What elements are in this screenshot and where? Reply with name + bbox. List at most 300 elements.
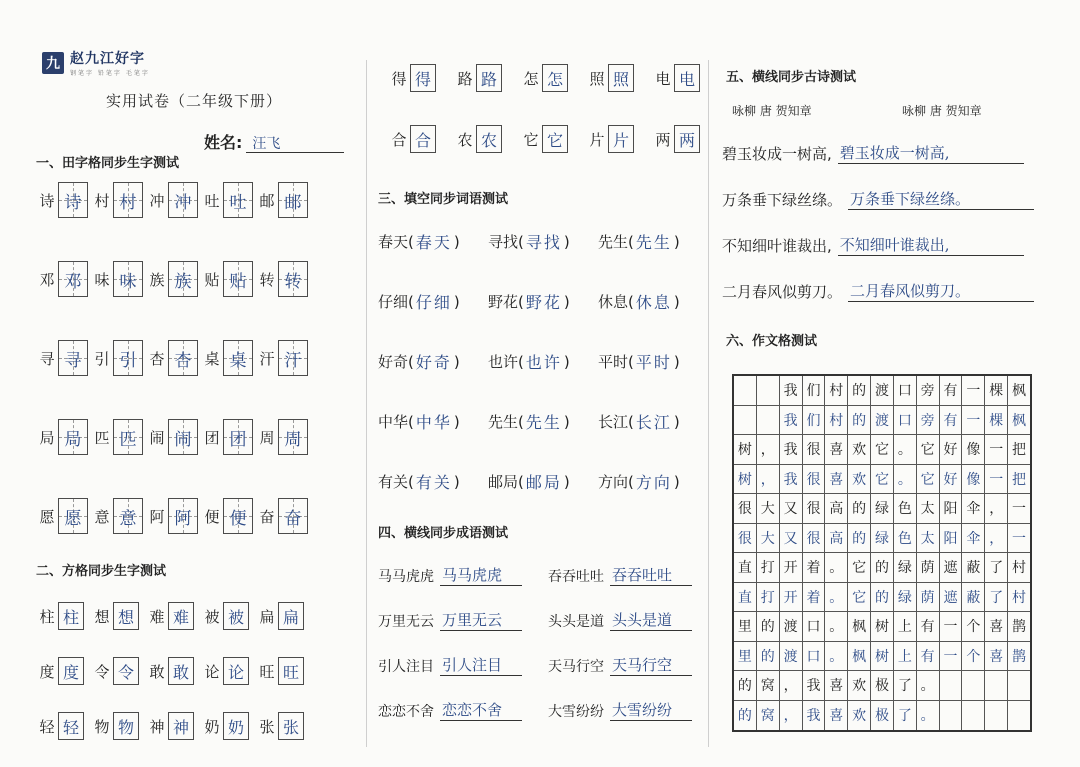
ciyu-close: ) [673,472,680,491]
ciyu-answer[interactable]: 邮局 [525,473,562,492]
poem-answer[interactable]: 万条垂下绿丝绦。 [848,188,1034,210]
tianzige-box[interactable] [113,261,143,297]
composition-cell[interactable]: 。 [825,583,848,612]
composition-cell[interactable]: 色 [894,524,917,553]
char-copy-box[interactable]: 片 [608,125,634,153]
chengyu-prompt: 马马虎虎 [378,569,434,585]
tianzige-box[interactable] [278,340,308,376]
printed-char: 路 [457,69,473,88]
composition-row [734,642,1030,672]
composition-cell: 。 [825,553,848,582]
ciyu-close: ) [673,232,680,251]
composition-cell[interactable]: 喜 [825,701,848,731]
tianzige-item [36,498,91,534]
composition-cell[interactable]: 好 [940,465,963,494]
printed-char: 阿 [149,507,165,526]
composition-cell[interactable]: 太 [917,524,940,553]
printed-char: 令 [94,662,110,681]
composition-cell: 村 [1012,560,1027,577]
tianzige-box[interactable] [278,261,308,297]
chengyu-row [378,609,718,631]
char-copy-item [454,64,520,92]
composition-cell[interactable]: 把 [1012,471,1027,488]
fangge-row [36,657,311,685]
tianzige-item [36,419,91,455]
composition-cell: 。 [825,612,848,641]
fangge-item [256,657,311,685]
tianzige-box[interactable] [113,498,143,534]
printed-char: 匹 [94,428,110,447]
char-copy-box[interactable]: 合 [410,125,436,153]
ciyu-answer[interactable]: 也许 [525,353,562,372]
tianzige-box[interactable] [278,419,308,455]
composition-cell[interactable]: 荫 [917,583,940,612]
printed-char: 周 [259,428,275,447]
composition-cell: 高 [825,494,848,523]
chengyu-answer[interactable]: 大雪纷纷 [610,699,692,721]
ciyu-item [598,470,708,493]
ciyu-answer[interactable]: 方向 [635,473,672,492]
char-copy-box[interactable]: 两 [674,125,700,153]
printed-char: 敢 [149,662,165,681]
fangge-item [146,602,201,630]
printed-char: 论 [204,662,220,681]
tianzige-row [36,340,311,376]
composition-cell: ， [757,435,780,464]
composition-cell[interactable]: 很 [734,524,757,553]
composition-cell[interactable]: 着 [803,583,826,612]
fangge-box[interactable]: 旺 [278,657,304,685]
composition-cell[interactable]: 们 [803,406,826,435]
composition-cell[interactable]: 有 [940,406,963,435]
composition-cell[interactable]: 了 [985,583,1008,612]
ciyu-answer[interactable]: 野花 [525,293,562,312]
composition-cell[interactable]: 绿 [894,583,917,612]
composition-cell [940,671,963,700]
ciyu-answer[interactable]: 仔细 [415,293,452,312]
composition-cell: 的 [734,671,757,700]
composition-cell[interactable]: 渡 [780,642,803,671]
ciyu-item [488,410,598,433]
composition-cell[interactable]: 它 [848,583,871,612]
ciyu-close: ) [673,412,680,431]
column-divider [708,60,709,747]
fangge-box[interactable]: 神 [168,712,194,740]
handwritten-char: 贴 [229,271,247,292]
tianzige-box[interactable] [58,261,88,297]
composition-cell: 的 [871,553,894,582]
composition-cell[interactable]: 里 [734,642,757,671]
printed-char: 旺 [259,662,275,681]
printed-char: 诗 [39,191,55,210]
ciyu-answer[interactable]: 先生 [635,233,672,252]
ciyu-answer[interactable]: 先生 [525,413,562,432]
composition-cell[interactable] [734,406,757,435]
composition-cell: 有 [917,612,940,641]
composition-cell: 的 [757,612,780,641]
fangge-box[interactable]: 物 [113,712,139,740]
composition-cell[interactable]: 。 [917,701,940,731]
ciyu-prompt: 野花( [488,293,524,311]
composition-cell[interactable]: 棵 [985,406,1008,435]
composition-cell[interactable]: 上 [894,642,917,671]
composition-cell[interactable]: 大 [757,524,780,553]
handwritten-char: 诗 [64,192,82,213]
fangge-box[interactable]: 令 [113,657,139,685]
composition-cell: 村 [825,376,848,405]
printed-char: 得 [391,69,407,88]
composition-cell[interactable]: 我 [780,465,803,494]
printed-char: 片 [589,130,605,149]
poem-answer[interactable]: 不知细叶谁裁出, [838,234,1024,256]
ciyu-answer[interactable]: 春天 [415,233,452,252]
ciyu-close: ) [563,232,570,251]
composition-cell[interactable]: 窝 [757,701,780,731]
fangge-item [256,602,311,630]
tianzige-item [36,340,91,376]
composition-cell: 一 [962,376,985,405]
composition-cell[interactable]: 欢 [848,465,871,494]
composition-cell[interactable]: 一 [940,642,963,671]
tianzige-box[interactable] [223,419,253,455]
fangge-box[interactable]: 难 [168,602,194,630]
ciyu-item [378,350,488,373]
fangge-box[interactable]: 被 [223,602,249,630]
tianzige-box[interactable] [58,340,88,376]
composition-cell[interactable]: 树 [734,465,757,494]
composition-cell: 它 [917,435,940,464]
ciyu-answer[interactable]: 好奇 [415,353,452,372]
composition-cell: 绿 [871,494,894,523]
composition-cell[interactable]: 枫 [1012,412,1027,429]
composition-cell[interactable]: 我 [780,406,803,435]
tianzige-item [201,182,256,218]
composition-cell[interactable]: 开 [780,583,803,612]
ciyu-answer[interactable]: 平时 [635,353,672,372]
char-copy-item [388,64,454,92]
tianzige-box[interactable] [168,182,198,218]
composition-cell[interactable]: 的 [848,406,871,435]
poem-heading-right: 咏柳 唐 贺知章 [902,104,982,118]
ciyu-close: ) [563,352,570,371]
ciyu-row [378,290,708,313]
section-title-fangge: 二、方格同步生字测试 [36,564,167,579]
chengyu-item [548,609,718,631]
composition-cell: 一 [1012,501,1027,518]
fangge-item [256,712,311,740]
chengyu-answer[interactable]: 吞吞吐吐 [610,564,692,586]
char-copy-box[interactable]: 照 [608,64,634,92]
composition-cell[interactable]: 渡 [871,406,894,435]
composition-cell[interactable]: ， [985,524,1008,553]
chengyu-item [378,654,548,676]
tianzige-row [36,498,311,534]
composition-cell[interactable]: ， [757,465,780,494]
composition-row [734,465,1030,495]
composition-cell[interactable]: 口 [894,406,917,435]
composition-cell[interactable]: 。 [825,642,848,671]
composition-cell: 我 [780,435,803,464]
chengyu-item [378,609,548,631]
composition-cell: 口 [803,612,826,641]
composition-cell [962,671,985,700]
fangge-item [201,657,256,685]
chengyu-answer[interactable]: 恋恋不舍 [440,699,522,721]
tianzige-item [91,182,146,218]
char-copy-item [652,125,718,153]
ciyu-prompt: 好奇( [378,353,414,371]
tianzige-box[interactable] [113,419,143,455]
composition-cell[interactable]: 。 [894,465,917,494]
composition-row [734,376,1030,406]
composition-cell: 大 [757,494,780,523]
composition-cell[interactable]: 树 [871,642,894,671]
chengyu-answer[interactable]: 头头是道 [610,609,692,631]
composition-cell[interactable]: 蔽 [962,583,985,612]
ciyu-prompt: 方向( [598,473,634,491]
composition-cell[interactable]: 口 [803,642,826,671]
composition-cell[interactable]: 有 [917,642,940,671]
fangge-box[interactable]: 敢 [168,657,194,685]
composition-grid [732,374,1032,732]
brand-name: 赵九江好字 [70,51,145,67]
printed-char: 轻 [39,717,55,736]
char-copy-box[interactable]: 它 [542,125,568,153]
fangge-box[interactable]: 轻 [58,712,84,740]
tianzige-item [36,182,91,218]
composition-cell: 欢 [848,671,871,700]
composition-cell[interactable]: 的 [734,701,757,731]
composition-cell[interactable]: 高 [825,524,848,553]
printed-char: 奋 [259,507,275,526]
tianzige-box[interactable] [278,498,308,534]
fangge-item [91,657,146,685]
tianzige-box[interactable] [113,340,143,376]
composition-cell[interactable]: 村 [825,406,848,435]
ciyu-answer[interactable]: 长江 [635,413,672,432]
composition-cell: 阳 [940,494,963,523]
printed-char: 农 [457,130,473,149]
handwritten-char: 奋 [284,508,302,529]
composition-cell[interactable]: 喜 [985,642,1008,671]
ciyu-close: ) [563,472,570,491]
handwritten-char: 汗 [284,350,302,371]
composition-cell[interactable]: 像 [962,465,985,494]
char-copy-box[interactable]: 路 [476,64,502,92]
chengyu-answer[interactable]: 引人注目 [440,654,522,676]
printed-char: 扁 [259,607,275,626]
tianzige-box[interactable] [58,419,88,455]
handwritten-char: 转 [284,271,302,292]
ciyu-item [598,350,708,373]
composition-cell[interactable]: 绿 [871,524,894,553]
tianzige-box[interactable] [58,182,88,218]
tianzige-box[interactable] [58,498,88,534]
composition-cell[interactable] [757,406,780,435]
fangge-item [201,602,256,630]
poem-answer[interactable]: 碧玉妆成一树高, [838,142,1024,164]
composition-cell[interactable]: 一 [962,406,985,435]
composition-cell[interactable] [985,701,1008,731]
composition-cell[interactable]: 了 [894,701,917,731]
section-title-poem: 五、横线同步古诗测试 [726,70,857,85]
printed-char: 团 [204,428,220,447]
composition-cell: 有 [940,376,963,405]
column-divider [366,60,367,747]
poem-prompt: 不知细叶谁裁出, [722,237,832,255]
fangge-item [201,712,256,740]
composition-cell [757,376,780,405]
ciyu-close: ) [453,472,460,491]
tianzige-item [256,419,311,455]
fangge-box[interactable]: 扁 [278,602,304,630]
chengyu-answer[interactable]: 马马虎虎 [440,564,522,586]
composition-cell[interactable]: 阳 [940,524,963,553]
composition-cell: 喜 [985,612,1008,641]
composition-cell[interactable]: 我 [803,701,826,731]
composition-cell[interactable]: 个 [962,642,985,671]
composition-cell: 我 [803,671,826,700]
composition-cell[interactable]: 它 [917,465,940,494]
composition-row [734,671,1030,701]
handwritten-char: 局 [64,429,82,450]
composition-cell [985,671,1008,700]
composition-cell: 像 [962,435,985,464]
printed-char: 味 [94,270,110,289]
fangge-row [36,602,311,630]
tianzige-box[interactable] [168,261,198,297]
ciyu-prompt: 平时( [598,353,634,371]
handwritten-char: 邮 [284,192,302,213]
printed-char: 村 [94,191,110,210]
composition-cell[interactable]: 的 [757,642,780,671]
fangge-box[interactable]: 想 [113,602,139,630]
ciyu-answer[interactable]: 寻找 [525,233,562,252]
ciyu-item [378,290,488,313]
composition-cell[interactable]: 很 [803,465,826,494]
composition-cell[interactable]: 又 [780,524,803,553]
composition-cell[interactable]: 欢 [848,701,871,731]
composition-cell[interactable]: 枫 [848,642,871,671]
poem-prompt: 万条垂下绿丝绦。 [722,191,843,209]
ciyu-answer[interactable]: 休息 [635,293,672,312]
chengyu-answer[interactable]: 万里无云 [440,609,522,631]
composition-cell: 很 [803,494,826,523]
tianzige-box[interactable] [223,340,253,376]
tianzige-box[interactable] [223,182,253,218]
printed-char: 柱 [39,607,55,626]
composition-cell: 着 [803,553,826,582]
composition-cell[interactable]: 一 [1012,530,1027,547]
char-copy-box[interactable]: 农 [476,125,502,153]
brand-header [42,48,366,77]
composition-cell[interactable]: 旁 [917,406,940,435]
section-title-chengyu: 四、横线同步成语测试 [378,526,509,541]
fangge-box[interactable]: 度 [58,657,84,685]
char-copy-row [388,125,718,153]
composition-cell: 它 [871,435,894,464]
char-copy-box[interactable]: 得 [410,64,436,92]
ciyu-prompt: 长江( [598,413,634,431]
char-copy-item [454,125,520,153]
ciyu-answer[interactable]: 有关 [415,473,452,492]
ciyu-prompt: 也许( [488,353,524,371]
char-copy-item [520,64,586,92]
ciyu-close: ) [673,352,680,371]
composition-cell[interactable]: 鹊 [1012,648,1027,665]
composition-cell[interactable]: 打 [757,583,780,612]
name-field[interactable]: 汪飞 [246,133,344,153]
printed-char: 局 [39,428,55,447]
chengyu-answer[interactable]: 天马行空 [610,654,692,676]
composition-cell: 枫 [1012,383,1027,400]
composition-cell[interactable] [940,701,963,731]
composition-cell: ， [780,671,803,700]
handwritten-char: 冲 [174,192,192,213]
fangge-box[interactable]: 奶 [223,712,249,740]
composition-cell: 渡 [871,376,894,405]
composition-cell[interactable]: 直 [734,583,757,612]
composition-cell[interactable]: 很 [803,524,826,553]
tianzige-box[interactable] [278,182,308,218]
char-copy-box[interactable]: 电 [674,64,700,92]
printed-char: 被 [204,607,220,626]
composition-cell[interactable]: 它 [871,465,894,494]
composition-cell[interactable]: 村 [1012,589,1027,606]
tianzige-box[interactable] [168,340,198,376]
composition-cell: 枫 [848,612,871,641]
char-copy-box[interactable]: 怎 [542,64,568,92]
handwritten-char: 桌 [229,350,247,371]
ciyu-answer[interactable]: 中华 [415,413,452,432]
chengyu-prompt: 引人注目 [378,659,434,675]
tianzige-box[interactable] [168,498,198,534]
handwritten-char: 杏 [174,350,192,371]
composition-cell: 个 [962,612,985,641]
tianzige-item [256,340,311,376]
composition-cell: 鹊 [1012,619,1027,636]
tianzige-box[interactable] [223,261,253,297]
printed-char: 照 [589,69,605,88]
composition-row [734,524,1030,554]
tianzige-box[interactable] [223,498,253,534]
composition-cell: 荫 [917,553,940,582]
composition-cell[interactable]: 极 [871,701,894,731]
fangge-box[interactable]: 论 [223,657,249,685]
fangge-box[interactable]: 柱 [58,602,84,630]
printed-char: 邮 [259,191,275,210]
poem-answer[interactable]: 二月春风似剪刀。 [848,280,1034,302]
composition-cell[interactable]: 一 [985,465,1008,494]
fangge-box[interactable]: 张 [278,712,304,740]
ciyu-prompt: 寻找( [488,233,524,251]
composition-cell[interactable]: 伞 [962,524,985,553]
ciyu-prompt: 先生( [488,413,524,431]
composition-cell[interactable]: 的 [871,583,894,612]
composition-cell[interactable]: ， [780,701,803,731]
composition-cell[interactable]: 的 [848,524,871,553]
composition-cell[interactable]: 遮 [940,583,963,612]
composition-cell[interactable] [962,701,985,731]
tianzige-box[interactable] [113,182,143,218]
tianzige-box[interactable] [168,419,198,455]
ciyu-item [488,470,598,493]
chengyu-prompt: 天马行空 [548,659,604,675]
section-title-ciyu: 三、填空同步词语测试 [378,192,509,207]
composition-cell[interactable] [1008,701,1030,731]
char-copy-item [520,125,586,153]
composition-cell[interactable]: 喜 [825,465,848,494]
